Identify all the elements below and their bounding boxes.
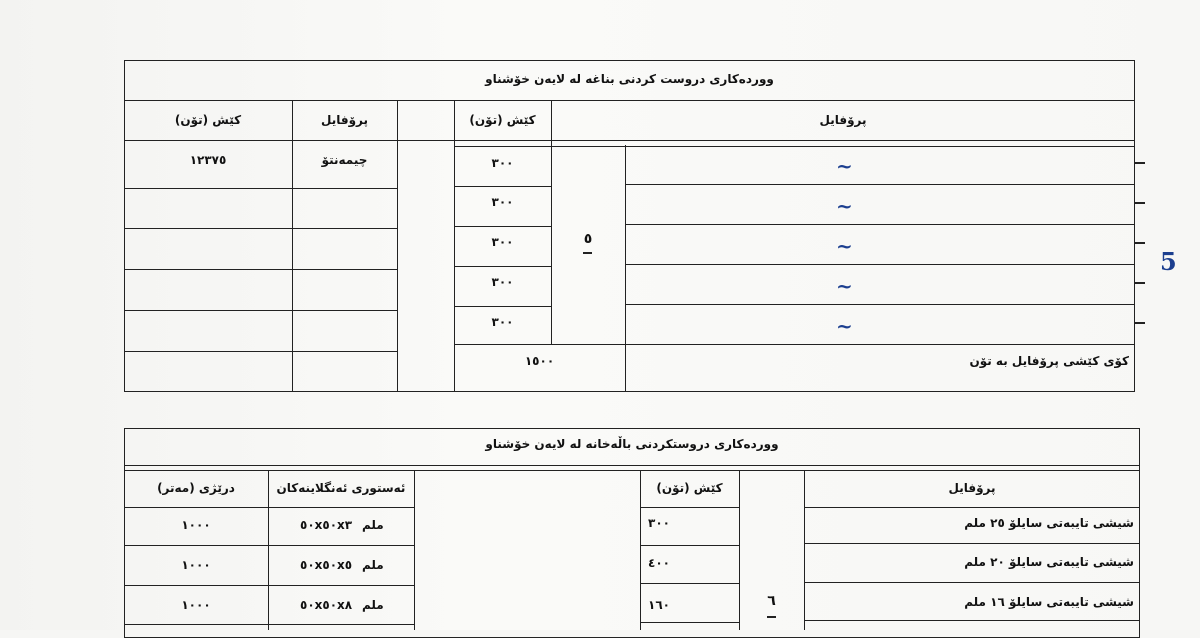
table1-col-line	[551, 100, 552, 344]
table2-row-thickness-unit: ملم	[362, 518, 384, 532]
table2-row-profile: شیشی تایبەتی سایلۆ ٢٠ ملم	[964, 555, 1134, 569]
table1-weight-header: کێش (تۆن)	[469, 113, 536, 127]
table2-row-length: ١٠٠٠	[181, 518, 211, 532]
table1-total-value: ١٥٠٠	[524, 354, 555, 368]
table2-header-divider	[640, 507, 739, 508]
table1-row-line	[454, 226, 551, 227]
table-foundation	[124, 60, 1135, 392]
table1-left-row-line	[124, 269, 397, 270]
table2-row-line	[640, 545, 739, 546]
table2-col-line	[414, 470, 415, 630]
table2-row-length: ١٠٠٠	[181, 598, 211, 612]
row-tick	[1135, 322, 1145, 324]
table2-row-line	[804, 582, 1140, 583]
table2-row-weight: ٣٠٠	[648, 516, 670, 530]
table1-row-weight: ٣٠٠	[491, 315, 514, 329]
handwritten-mark: ~	[836, 274, 853, 298]
table2-profile-header: پرۆفایل	[948, 481, 996, 495]
table2-row-thickness: ٥٠x٥٠x٨	[300, 598, 353, 612]
table1-row-line	[625, 224, 1135, 225]
table2-header-divider	[124, 470, 1140, 471]
table2-row-thickness-unit: ملم	[362, 558, 384, 572]
group-underline	[767, 616, 776, 618]
table2-row-profile: شیشی تایبەتی سایلۆ ١٦ ملم	[964, 595, 1134, 609]
table1-row-weight: ٣٠٠	[491, 156, 514, 170]
table2-header-divider	[804, 507, 1140, 508]
table1-left-row-line	[124, 351, 397, 352]
table2-row-line	[640, 583, 739, 584]
table2-row-length: ١٠٠٠	[181, 558, 211, 572]
table1-header-divider	[124, 140, 1135, 141]
table2-row-line	[804, 620, 1140, 621]
margin-handwritten-number: 5	[1160, 247, 1177, 276]
table2-row-line	[124, 624, 414, 625]
handwritten-mark: ~	[836, 314, 853, 338]
table2-title-divider	[124, 465, 1140, 466]
table1-row-line	[625, 184, 1135, 185]
table1-left-row-profile: چیمەنتۆ	[321, 153, 368, 167]
table1-col-line	[292, 100, 293, 392]
table2-header-divider	[124, 507, 414, 508]
handwritten-mark: ~	[836, 194, 853, 218]
table1-title-divider	[124, 100, 1135, 101]
row-tick	[1135, 242, 1145, 244]
table1-row-weight: ٣٠٠	[491, 195, 514, 209]
table2-row-line	[640, 622, 739, 623]
table1-row-weight: ٣٠٠	[491, 275, 514, 289]
table2-length-header: درێژی (مەتر)	[157, 481, 235, 495]
table1-left-row-weight: ١٢٣٧٥	[189, 153, 227, 167]
table2-row-thickness: ٥٠x٥٠x٣	[300, 518, 353, 532]
handwritten-mark: ~	[836, 234, 853, 258]
table2-row-thickness: ٥٠x٥٠x٥	[300, 558, 353, 572]
group-underline	[583, 252, 592, 254]
table2-row-line	[124, 545, 414, 546]
table1-total-label: کۆی کێشی پرۆفایل بە تۆن	[969, 354, 1129, 368]
table2-group-number: ٦	[767, 593, 776, 609]
table1-row-weight: ٣٠٠	[491, 235, 514, 249]
table1-row-line	[454, 186, 551, 187]
table1-left-weight-header: کێش (تۆن)	[174, 113, 242, 127]
table1-row-line	[625, 304, 1135, 305]
table1-col-line	[397, 100, 398, 392]
table2-title: ووردەکاری دروستکردنی باڵەخانە لە لایەن خۆشناو	[485, 437, 779, 451]
table1-row-line	[454, 306, 551, 307]
table2-row-thickness-unit: ملم	[362, 598, 384, 612]
row-tick	[1135, 162, 1145, 164]
table2-row-weight: ٤٠٠	[648, 556, 670, 570]
row-tick	[1135, 282, 1145, 284]
table1-left-profile-header: پرۆفایل	[320, 113, 368, 127]
table1-row-line	[454, 344, 1135, 345]
handwritten-mark: ~	[836, 154, 853, 178]
table1-header-divider	[454, 146, 1135, 147]
table2-row-profile: شیشی تایبەتی سایلۆ ٢٥ ملم	[964, 516, 1134, 530]
table1-left-row-line	[124, 228, 397, 229]
table2-row-line	[804, 543, 1140, 544]
table1-title: ووردەکاری دروست کردنی بناغە لە لایەن خۆشناو	[485, 72, 774, 86]
table1-row-line	[454, 266, 551, 267]
table2-thickness-header: ئەستوری ئەنگلاینەکان	[276, 481, 406, 495]
table1-profile-header: پرۆفایل	[819, 113, 867, 127]
table2-weight-header: کێش (تۆن)	[656, 481, 723, 495]
table1-row-line	[625, 264, 1135, 265]
table1-left-row-line	[124, 188, 397, 189]
table2-row-line	[124, 585, 414, 586]
row-tick	[1135, 202, 1145, 204]
table1-left-row-line	[124, 310, 397, 311]
table2-row-weight: ١٦٠	[648, 598, 670, 612]
table1-group-number: ٥	[583, 231, 593, 247]
